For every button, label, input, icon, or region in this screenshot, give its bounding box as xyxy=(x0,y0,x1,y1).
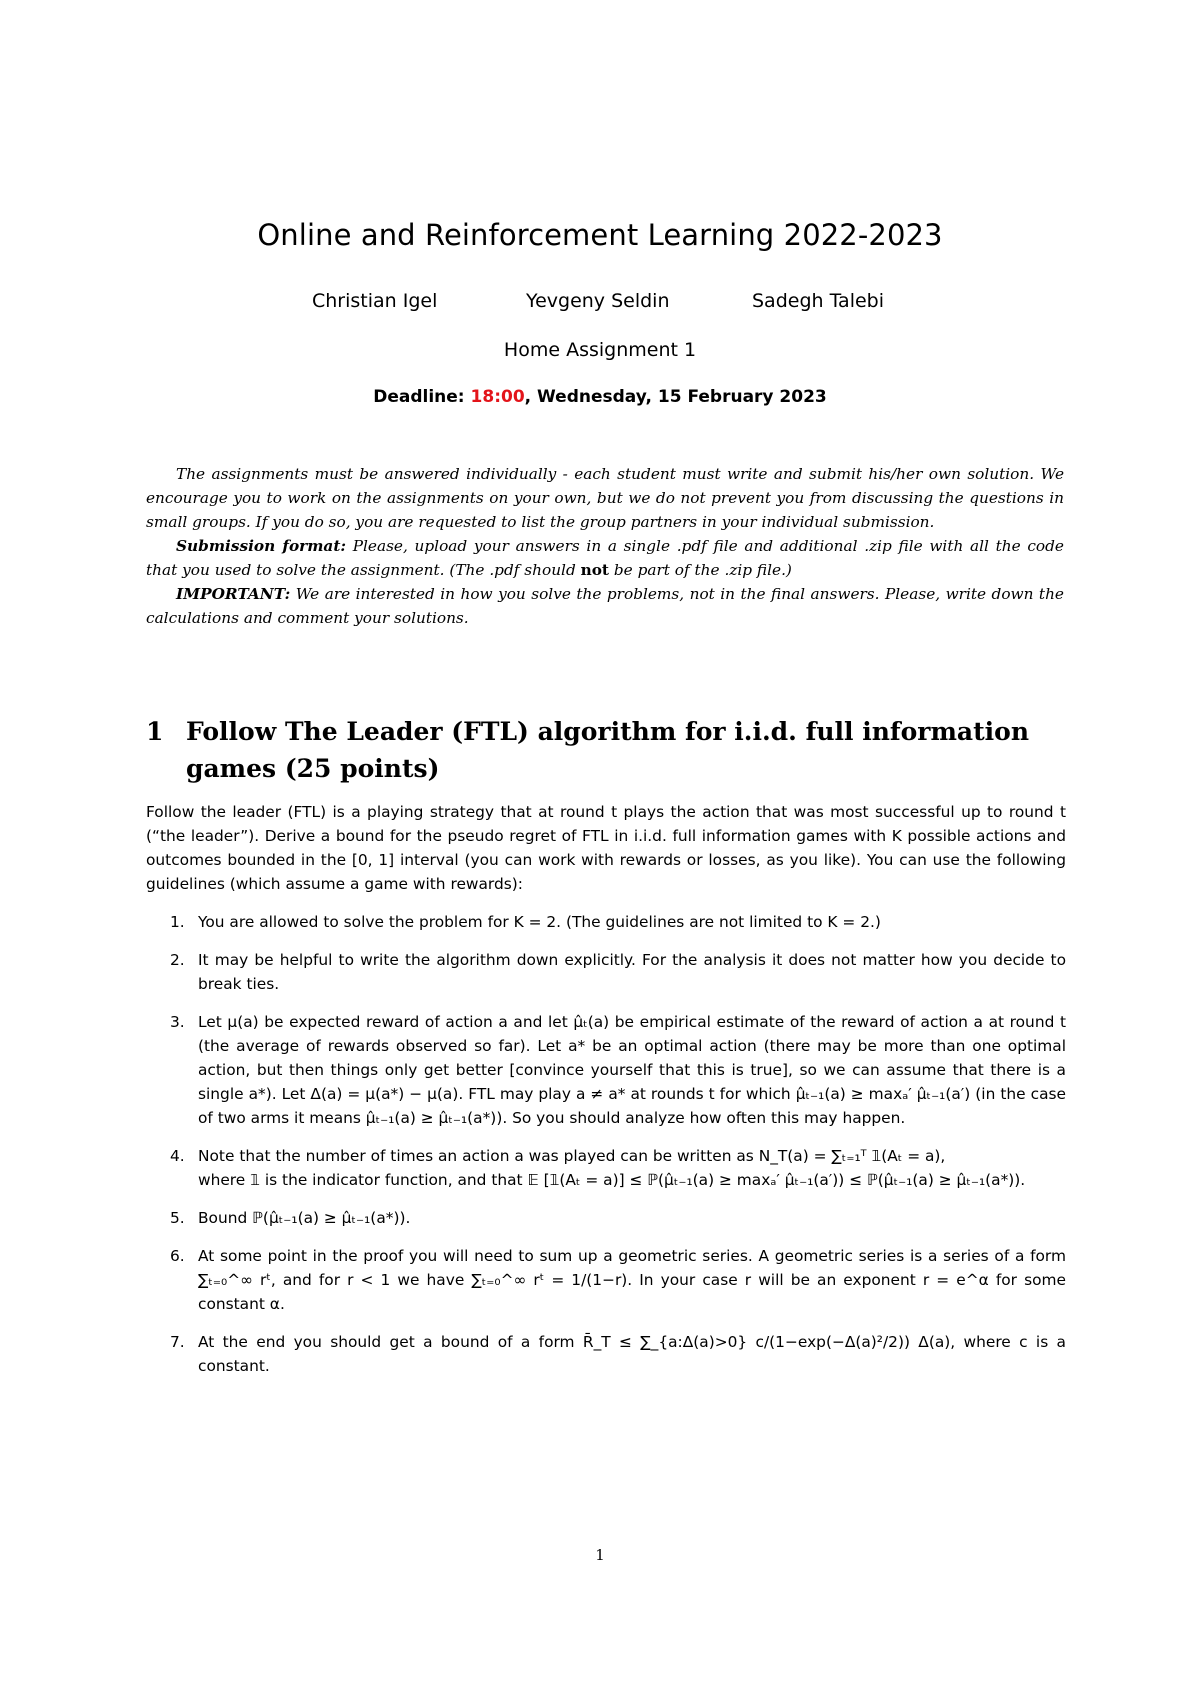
author-name: Yevgeny Seldin xyxy=(526,290,670,312)
instructions-paragraph: The assignments must be answered individually - each student must write and submit his/her own solution. We encourage you to work on the assignments on your own, but we do not prevent you from discussing the questions in small groups. If you do so, you are requested to list the group partners in your individual submission. xyxy=(146,465,1064,531)
section-heading xyxy=(146,713,1076,787)
list-item: 3. Let μ(a) be expected reward of action a and let μ̂ₜ(a) be empirical estimate of the reward of action a at round t (the average of rewards observed so far). Let a* be an optimal action (there may be more than one optimal action, but then things only get better [convince yourself that this is true], so we can assume that there is a single a*). Let Δ(a) = μ(a*) − μ(a). FTL may play a ≠ a* at rounds t for which μ̂ₜ₋₁(a) ≥ maxₐ′ μ̂ₜ₋₁(a′) (in the case of two arms it means μ̂ₜ₋₁(a) ≥ μ̂ₜ₋₁(a*)). So you should analyze how often this may happen. xyxy=(170,1013,1066,1127)
list-item: 6. At some point in the proof you will need to sum up a geometric series. A geometric series is a series of a form ∑ₜ₌₀^∞ rᵗ, and for r < 1 we have ∑ₜ₌₀^∞ rᵗ = 1/(1−r). In your case r will be an exponent r = e^α for some constant α. xyxy=(170,1247,1066,1313)
deadline-label: Deadline: xyxy=(373,387,465,407)
section-title: Follow The Leader (FTL) algorithm for i.i.d. full information games (25 points) xyxy=(186,717,1030,783)
section-body xyxy=(146,800,1066,1392)
submission-format-label: Submission format: xyxy=(176,537,347,555)
deadline-date: , Wednesday, 15 February 2023 xyxy=(524,387,827,407)
section-intro: Follow the leader (FTL) is a playing strategy that at round t plays the action that was most successful up to round t (“the leader”). Derive a bound for the pseudo regret of FTL in i.i.d. full information games with K possible actions and outcomes bounded in the [0, 1] interval (you can work with rewards or losses, as you like). You can use the following guidelines (which assume a game with rewards): xyxy=(146,803,1066,893)
list-item: 7. At the end you should get a bound of a form R̄_T ≤ ∑_{a:Δ(a)>0} c/(1−exp(−Δ(a)²/2)) Δ(a), where c is a constant. xyxy=(170,1333,1066,1375)
deadline-time: 18:00 xyxy=(470,387,525,407)
instructions-block xyxy=(146,462,1064,630)
deadline-line xyxy=(0,387,1200,407)
list-item: 4. Note that the number of times an action a was played can be written as N_T(a) = ∑ₜ₌₁ᵀ 𝟙(Aₜ = a), where 𝟙 is the indicator function, and that 𝔼 [𝟙(Aₜ = a)] ≤ ℙ(μ̂ₜ₋₁(a) ≥ maxₐ′ μ̂ₜ₋₁(a′)) ≤ ℙ(μ̂ₜ₋₁(a) ≥ μ̂ₜ₋₁(a*)). xyxy=(170,1147,1026,1189)
section-number: 1 xyxy=(146,717,164,746)
author-name: Christian Igel xyxy=(312,290,438,312)
important-paragraph: IMPORTANT: We are interested in how you solve the problems, not in the final answers. Please, write down the calculations and comment your solutions. xyxy=(146,585,1064,627)
assignment-subtitle: Home Assignment 1 xyxy=(503,339,697,361)
list-item: 5. Bound ℙ(μ̂ₜ₋₁(a) ≥ μ̂ₜ₋₁(a*)). xyxy=(170,1209,411,1227)
page-number: 1 xyxy=(595,1546,605,1564)
document-title: Online and Reinforcement Learning 2022-2023 xyxy=(257,218,943,252)
list-item: 1. You are allowed to solve the problem for K = 2. (The guidelines are not limited to K = 2.) xyxy=(170,913,881,931)
guideline-list xyxy=(146,910,1066,1378)
important-label: IMPORTANT: xyxy=(176,585,291,603)
submission-format-paragraph: Submission format: Please, upload your answers in a single .pdf file and additional .zip file with all the code that you used to solve the assignment. (The .pdf should not be part of the .zip file.) xyxy=(146,537,1064,579)
list-item: 2. It may be helpful to write the algorithm down explicitly. For the analysis it does not matter how you decide to break ties. xyxy=(170,951,1066,993)
author-name: Sadegh Talebi xyxy=(752,290,885,312)
